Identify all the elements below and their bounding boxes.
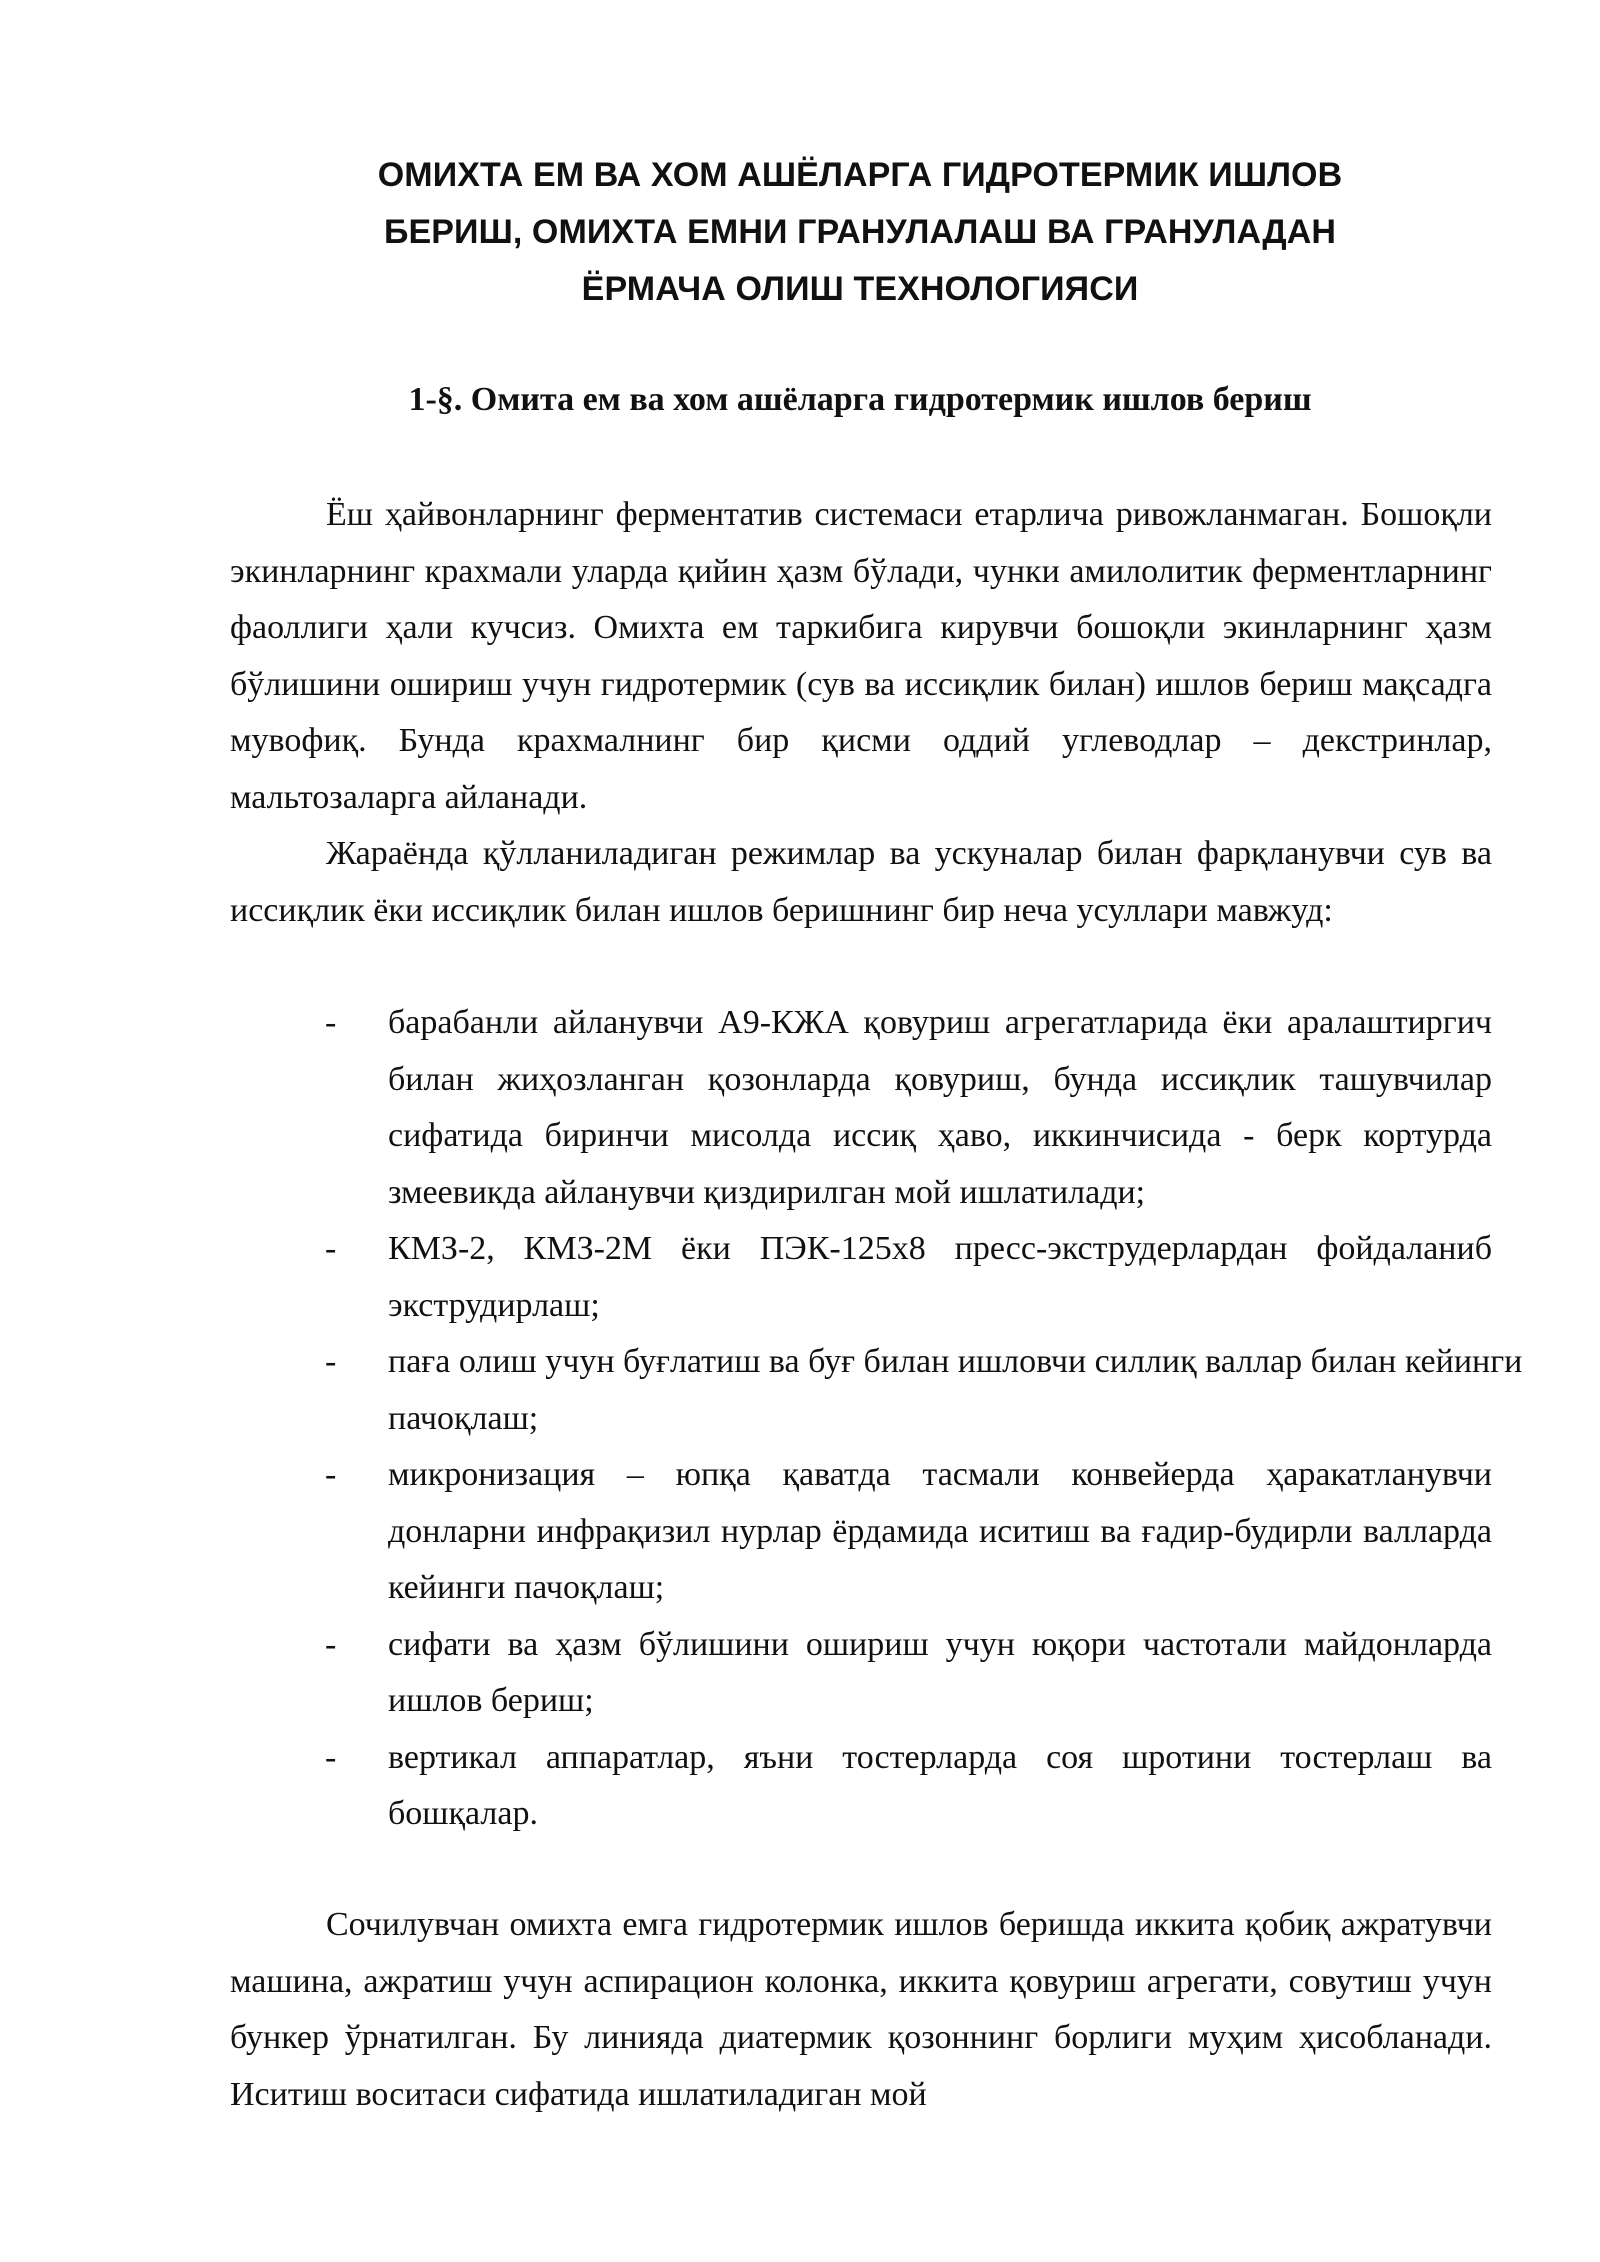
methods-list (230, 995, 1523, 1843)
list-item (230, 995, 1492, 1221)
list-item-text: сифати ва ҳазм бўлишини ошириш учун юқори частотали майдонларда ишлов бериш; (388, 1625, 1492, 1719)
title-line: ЁРМАЧА ОЛИШ ТЕХНОЛОГИЯСИ (581, 270, 1139, 308)
paragraph: Жараёнда қўлланиладиган режимлар ва ускуналар билан фарқланувчи сув ва иссиқлик ёки иссиқлик билан ишлов беришнинг бир неча усуллари мавжуд: (230, 835, 1492, 929)
list-item-text: микронизация – юпқа қаватда тасмали конвейерда ҳаракатланувчи донларни инфрақизил нурлар ёрдамида иситиш ва ғадир-будирли валларда кейинги пачоқлаш; (388, 1456, 1492, 1606)
list-item-text: барабанли айланувчи А9-КЖА қовуриш агрегатларида ёки аралаштиргич билан жиҳозланган қозонларда қовуриш, бунда иссиқлик ташувчилар сифатида биринчи мисолда иссиқ ҳаво, иккинчисида - берк кортурда змеевикда айланувчи қиздирилган мой ишлатилади; (388, 1004, 1492, 1211)
list-item-text: паға олиш учун буғлатиш ва буғ билан ишловчи силлиқ валлар билан кейинги пачоқлаш; (388, 1343, 1523, 1437)
section-heading: 1-§. Омита ем ва хом ашёларга гидротермик ишлов бериш (408, 381, 1312, 418)
list-bullet: - (325, 1625, 337, 1663)
list-bullet: - (325, 1343, 337, 1380)
title-line: ОМИХТА ЕМ ВА ХОМ АШЁЛАРГА ГИДРОТЕРМИК ИШЛОВ (377, 156, 1343, 194)
document-title (230, 147, 1490, 318)
list-item (230, 1447, 1492, 1617)
list-bullet: - (325, 1456, 337, 1493)
list-item-text: КМЗ-2, КМЗ-2М ёки ПЭК-125х8 пресс-экструдерлардан фойдаланиб экструдирлаш; (388, 1230, 1492, 1324)
list-item (230, 1730, 1492, 1843)
list-bullet: - (325, 1230, 337, 1267)
list-item-text: вертикал аппаратлар, яъни тостерларда соя шротини тостерлаш ва бошқалар. (388, 1738, 1492, 1832)
list-item (230, 1221, 1492, 1334)
list-bullet: - (325, 1004, 337, 1041)
paragraph: Ёш ҳайвонларнинг ферментатив системаси етарлича ривожланмаган. Бошоқли экинларнинг крахмали уларда қийин ҳазм бўлади, чунки амилолитик ферментларнинг фаоллиги ҳали кучсиз. Омихта ем таркибига кирувчи бошоқли экинларнинг ҳазм бўлишини ошириш учун гидротермик (сув ва иссиқлик билан) ишлов бериш мақсадга мувофиқ. Бунда крахмалнинг бир қисми оддий углеводлар – декстринлар, мальтозаларга айланади. (230, 496, 1492, 816)
list-item (230, 1617, 1492, 1730)
list-bullet: - (325, 1738, 337, 1776)
paragraph: Сочилувчан омихта емга гидротермик ишлов беришда иккита қобиқ ажратувчи машина, ажратиш учун аспирацион колонка, иккита қовуриш агрегати, совутиш учун бункер ўрнатилган. Бу линияда диатермик қозоннинг борлиги муҳим ҳисобланади. Иситиш воситаси сифатида ишлатиладиган мой (230, 1906, 1492, 2113)
list-item (230, 1334, 1600, 1447)
title-line: БЕРИШ, ОМИХТА ЕМНИ ГРАНУЛАЛАШ ВА ГРАНУЛАДАН (383, 213, 1337, 251)
